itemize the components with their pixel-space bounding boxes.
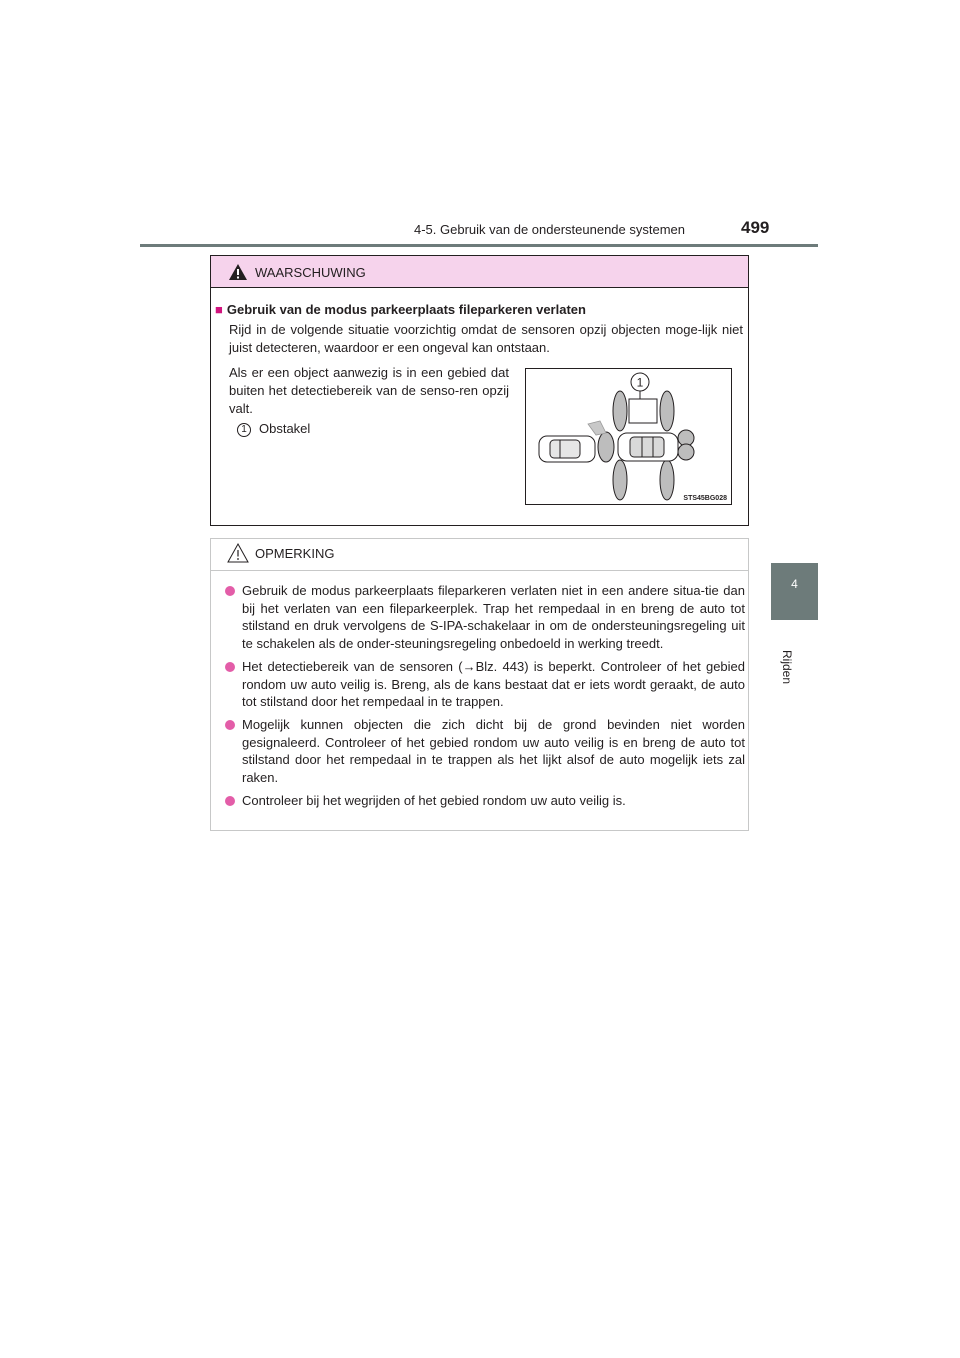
- sensor-zone-rear-right: [660, 460, 674, 500]
- note-box: [210, 538, 749, 831]
- note-item-text: Controleer bij het wegrijden of het gebied rondom uw auto veilig is.: [242, 792, 626, 808]
- parked-car: [539, 436, 595, 462]
- figure-legend: [237, 421, 310, 437]
- list-item: [225, 582, 745, 653]
- sensor-zone-front-side: [598, 432, 614, 462]
- header-rule: [140, 244, 818, 247]
- sensor-zone-rear-left: [613, 460, 627, 500]
- square-bullet-icon: ■: [215, 302, 223, 317]
- warning-header: [211, 256, 748, 288]
- bullet-icon: [225, 720, 235, 730]
- section-title: 4-5. Gebruik van de ondersteunende systemen: [414, 222, 686, 237]
- legend-number: 1: [237, 423, 251, 437]
- note-header: [211, 539, 748, 571]
- caution-outline-icon: [227, 542, 249, 564]
- warning-situation: Als er een object aanwezig is in een gebied dat buiten het detectiebereik van de senso-ren opzij valt.: [229, 365, 509, 416]
- sensor-zone-front-right: [660, 391, 674, 431]
- parking-illustration: [526, 369, 731, 504]
- bullet-icon: [225, 662, 235, 672]
- list-item: [225, 792, 745, 810]
- warning-heading: WAARSCHUWING: [255, 265, 366, 280]
- list-item: [225, 716, 745, 787]
- note-heading: OPMERKING: [255, 546, 335, 561]
- note-list: [225, 582, 745, 814]
- own-car: [618, 433, 678, 461]
- note-item-text: Het detectiebereik van de sensoren (→Blz. 443) is beperkt. Controleer of het gebied rondom uw auto veilig is. Breng, als de kans bestaat dat er iets wordt geraakt, de auto tot stilstand door het rempedaal in te trappen.: [242, 658, 745, 710]
- figure-code: STS45BG028: [683, 495, 727, 502]
- warning-box: [210, 255, 749, 526]
- warning-triangle-icon: [228, 263, 248, 281]
- note-item-text: Mogelijk kunnen objecten die zich dicht bij de grond bevinden niet worden gesignaleerd. Controleer of het gebied rondom uw auto veilig is en breng de auto tot stilstand door het rempedaal in te trappen als het lijkt alsof de auto mogelijk iets zal raken.: [242, 716, 745, 786]
- warning-paragraph: Rijd in de volgende situatie voorzichtig omdat de sensoren opzij objecten moge-lijk niet juist detecteren, waardoor er een ongeval kan ontstaan.: [229, 322, 743, 355]
- direction-arrow-icon: [588, 421, 606, 435]
- chapter-number: 4: [791, 577, 798, 591]
- chapter-tab: [771, 563, 818, 620]
- warning-title-text: Gebruik van de modus parkeerplaats fileparkeren verlaten: [226, 302, 586, 317]
- note-item-text: Gebruik de modus parkeerplaats fileparkeren verlaten niet in een andere situa-tie dan bij het verlaten van een fileparkeerplek. Trap het rempedaal in en breng de auto tot stilstand en druk vervolgens de S-IPA-schakelaar in om de ondersteuningsregeling uit te schakelen als de onder-steuningsregeling onbedoeld in werking treedt.: [242, 583, 745, 652]
- bullet-icon: [225, 796, 235, 806]
- bullet-icon: [225, 586, 235, 596]
- parking-figure: [525, 368, 732, 505]
- page-number: 499: [741, 218, 770, 237]
- chapter-label: Rijden: [780, 650, 794, 685]
- sensor-zone-front-left: [613, 391, 627, 431]
- figure-callout: 1: [636, 375, 644, 390]
- sensor-zone-side-right-bottom: [678, 444, 694, 460]
- obstacle-box: [629, 399, 657, 423]
- warning-title: [215, 302, 586, 317]
- list-item: [225, 658, 745, 711]
- legend-label: Obstakel: [259, 421, 311, 436]
